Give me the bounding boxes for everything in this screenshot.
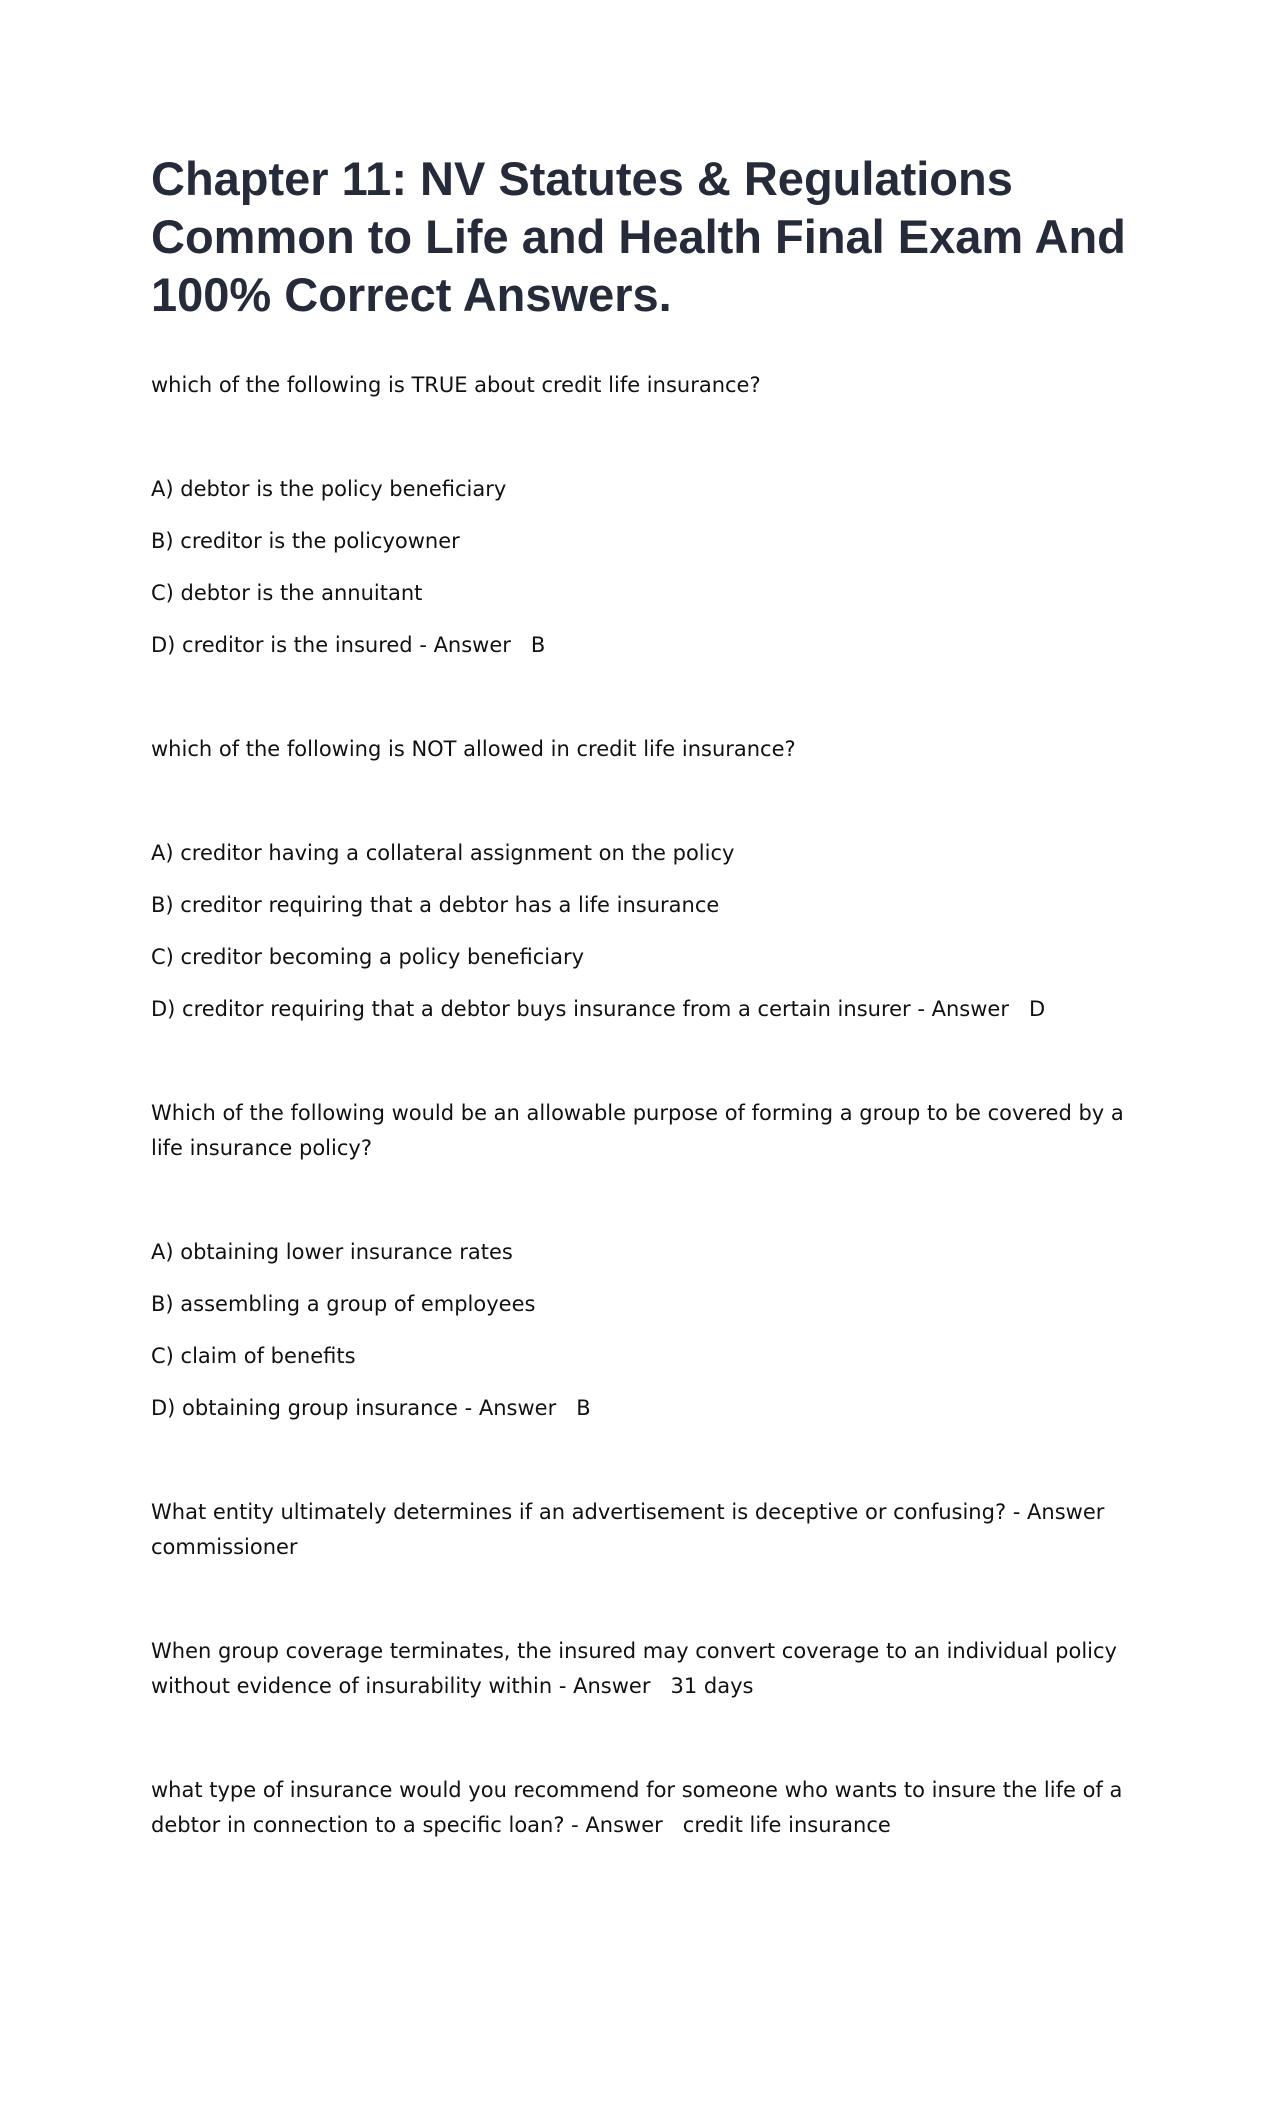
answer-option: B) creditor is the policyowner [151, 529, 460, 553]
question-text: Which of the following would be an allowable purpose of forming a group to be covered by a life insurance policy? [151, 1101, 1124, 1160]
document-page [151, 150, 1131, 1912]
qa-item [151, 1773, 1131, 1843]
document-body [151, 368, 1131, 1843]
answer-option: A) obtaining lower insurance rates [151, 1240, 513, 1264]
answer-option: C) creditor becoming a policy beneficiary [151, 945, 585, 969]
qa-question: When group coverage terminates, the insured may convert coverage to an individual policy without evidence of insurability within - Answer [151, 1639, 1117, 1698]
answer-option-text: D) obtaining group insurance - Answer [151, 1396, 557, 1420]
answer-option: A) debtor is the policy beneficiary [151, 477, 507, 501]
question-block [151, 732, 1131, 1027]
answer-option-text: D) creditor is the insured - Answer [151, 633, 511, 657]
question-block [151, 1096, 1131, 1426]
answer-option-with-answer [151, 992, 1131, 1027]
question-block [151, 368, 1131, 663]
qa-item [151, 1495, 1131, 1565]
document-title: Chapter 11: NV Statutes & Regulations Common to Life and Health Final Exam And 100% Correct Answers. [151, 152, 1126, 321]
answer-option: C) claim of benefits [151, 1344, 356, 1368]
answer-option: C) debtor is the annuitant [151, 581, 423, 605]
correct-answer: B [576, 1396, 591, 1420]
qa-answer: 31 days [670, 1674, 754, 1698]
question-text: which of the following is NOT allowed in credit life insurance? [151, 737, 796, 761]
qa-answer: commissioner [151, 1535, 298, 1559]
answer-option-with-answer [151, 1391, 1131, 1426]
qa-item [151, 1634, 1131, 1704]
correct-answer: B [530, 633, 546, 657]
answer-option: B) assembling a group of employees [151, 1292, 536, 1316]
answer-option-text: D) creditor requiring that a debtor buys insurance from a certain insurer - Answer [151, 997, 1009, 1021]
correct-answer: D [1028, 997, 1046, 1021]
qa-question: What entity ultimately determines if an advertisement is deceptive or confusing? - Answer [151, 1500, 1105, 1524]
answer-option: B) creditor requiring that a debtor has a life insurance [151, 893, 720, 917]
answer-option-with-answer [151, 628, 1131, 663]
answer-option: A) creditor having a collateral assignment on the policy [151, 841, 735, 865]
qa-question: what type of insurance would you recommend for someone who wants to insure the life of a debtor in connection to a specific loan? - Answer [151, 1778, 1123, 1837]
question-text: which of the following is TRUE about credit life insurance? [151, 373, 761, 397]
qa-answer: credit life insurance [682, 1813, 891, 1837]
